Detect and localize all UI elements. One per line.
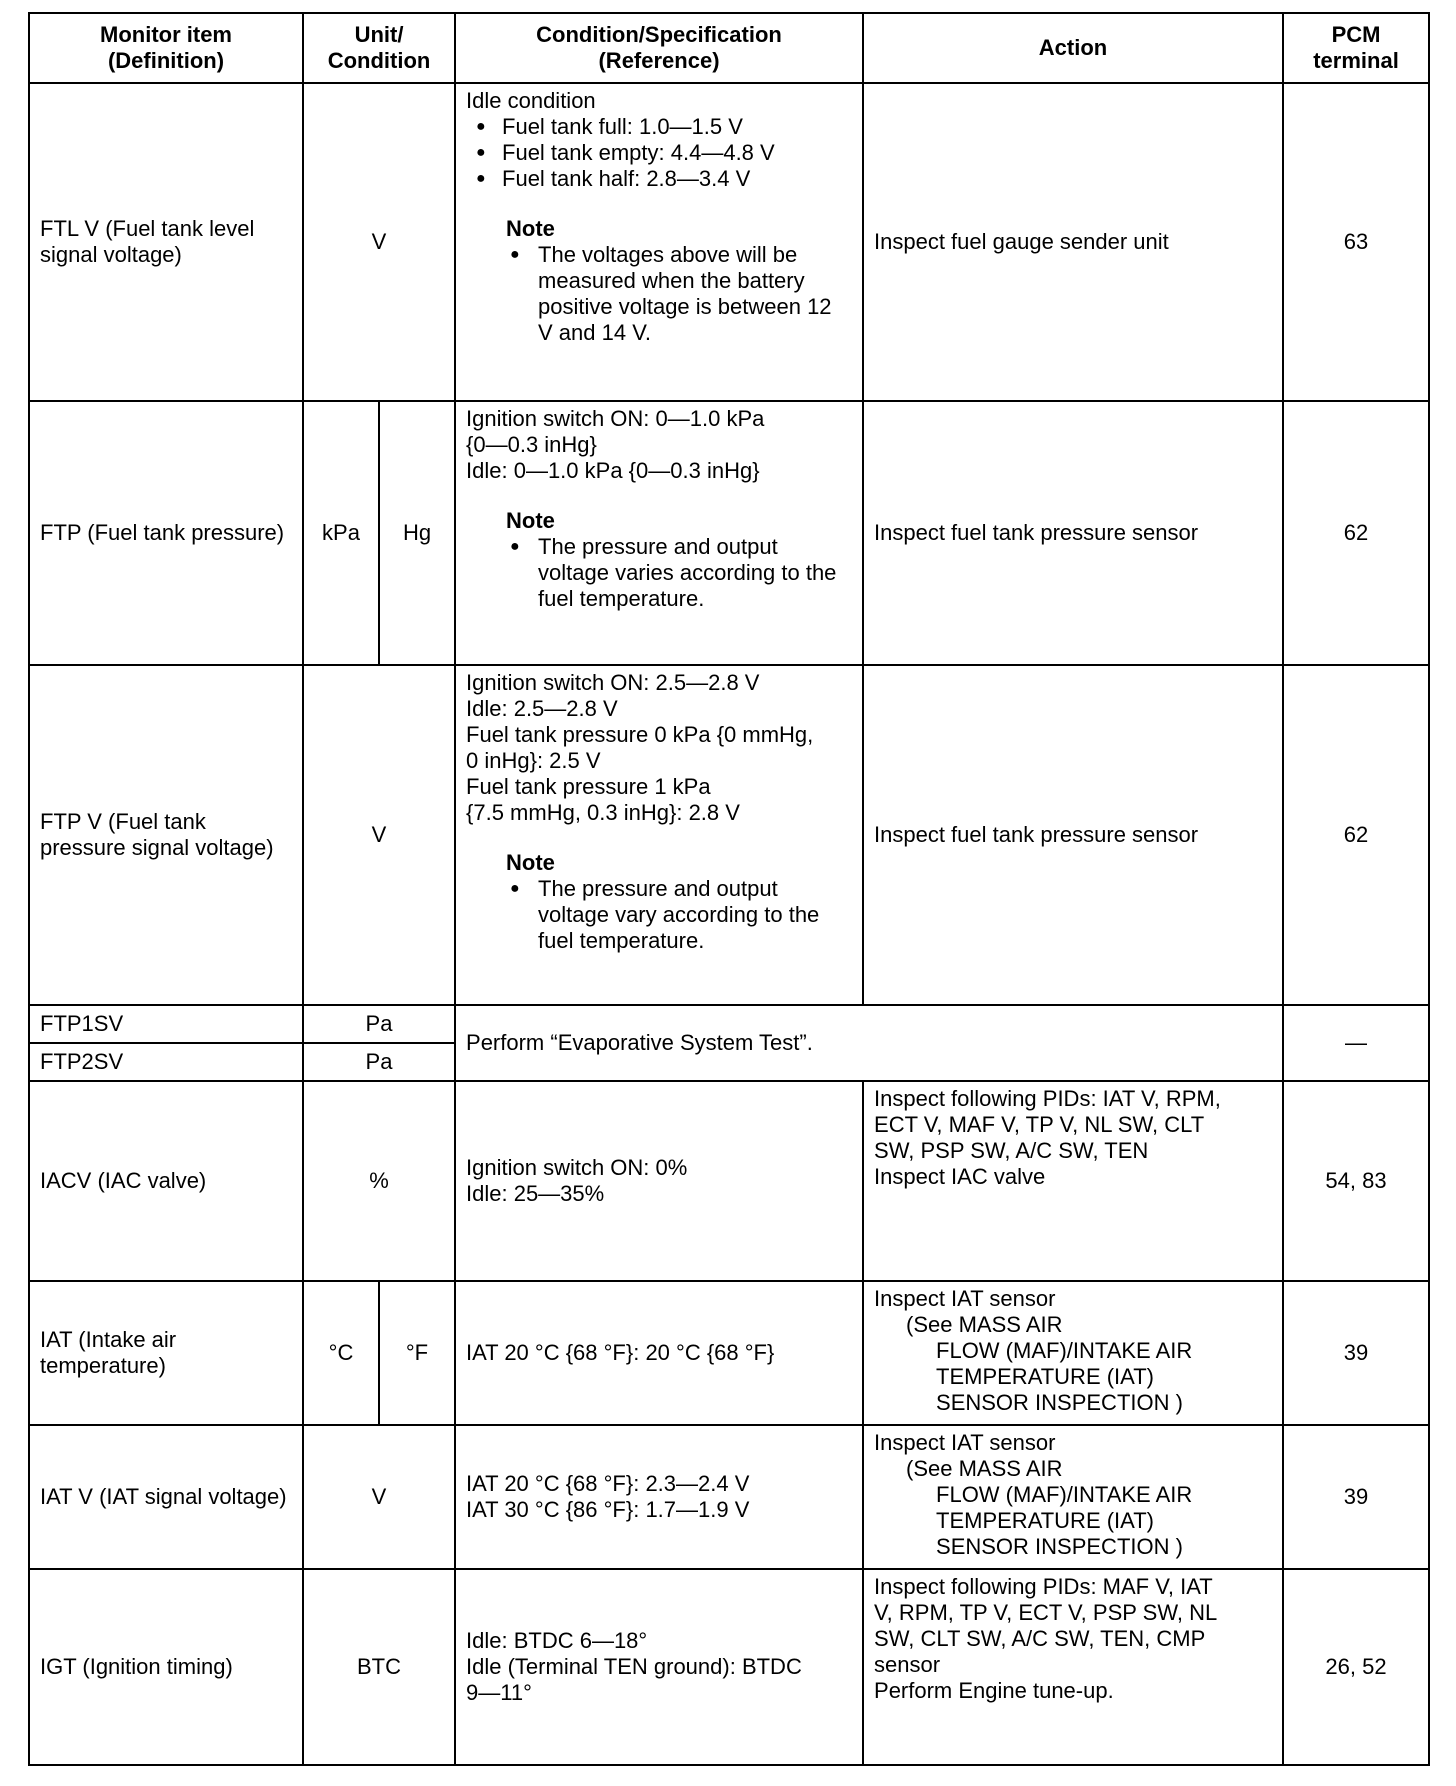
monitor-item-cell: FTP1SV — [29, 1005, 303, 1043]
monitor-item-cell: FTL V (Fuel tank level signal voltage) — [29, 83, 303, 401]
unit-cell: Pa — [303, 1005, 455, 1043]
header-unit-condition: Unit/ Condition — [303, 13, 455, 83]
condition-cell: Ignition switch ON: 0—1.0 kPa {0—0.3 inHg} Idle: 0—1.0 kPa {0—0.3 inHg} Note ● The pressure and output voltage varies according to the fuel temperature. — [455, 401, 863, 665]
action-cell: Inspect fuel gauge sender unit — [863, 83, 1283, 401]
note-label: Note — [506, 216, 555, 241]
action-cell: Inspect fuel tank pressure sensor — [863, 665, 1283, 1005]
table-row — [29, 665, 1429, 1005]
monitor-item-cell: FTP2SV — [29, 1043, 303, 1081]
unit-cell: Pa — [303, 1043, 455, 1081]
pcm-terminal-cell: — — [1283, 1005, 1429, 1081]
monitor-item-cell: IAT (Intake air temperature) — [29, 1281, 303, 1425]
unit-cell: % — [303, 1081, 455, 1281]
unit-cell-imperial: °F — [379, 1281, 455, 1425]
note-label: Note — [506, 850, 555, 875]
note-text: ● The pressure and output voltage vary according to the fuel temperature. — [506, 876, 852, 954]
note-text: ● The voltages above will be measured when the battery positive voltage is between 12 V and 14 V. — [506, 242, 852, 346]
monitor-item-cell: IAT V (IAT signal voltage) — [29, 1425, 303, 1569]
monitor-item-cell: IGT (Ignition timing) — [29, 1569, 303, 1765]
condition-cell: Idle condition ● Fuel tank full: 1.0—1.5 V ● Fuel tank empty: 4.4—4.8 V ● Fuel tank half: 2.8—3.4 V Note ● The voltages above will be measured when the battery positive voltage is between 12 V and 14 V. — [455, 83, 863, 401]
table-row — [29, 1425, 1429, 1569]
header-condition-specification: Condition/Specification (Reference) — [455, 13, 863, 83]
condition-cell: IAT 20 °C {68 °F}: 20 °C {68 °F} — [455, 1281, 863, 1425]
action-cell: Inspect IAT sensor (See MASS AIR FLOW (MAF)/INTAKE AIR TEMPERATURE (IAT) SENSOR INSPECTION ) — [863, 1425, 1283, 1569]
table-row — [29, 1569, 1429, 1765]
unit-cell-metric: °C — [303, 1281, 379, 1425]
combined-action-cell: Perform “Evaporative System Test”. — [455, 1005, 1283, 1081]
action-cell: Inspect following PIDs: MAF V, IAT V, RPM, TP V, ECT V, PSP SW, NL SW, CLT SW, A/C SW, TEN, CMP sensor Perform Engine tune-up. — [863, 1569, 1283, 1765]
action-cell: Inspect fuel tank pressure sensor — [863, 401, 1283, 665]
table-row — [29, 1081, 1429, 1281]
pcm-terminal-cell: 26, 52 — [1283, 1569, 1429, 1765]
header-monitor-item: Monitor item (Definition) — [29, 13, 303, 83]
pcm-terminal-cell: 62 — [1283, 401, 1429, 665]
unit-cell-imperial: Hg — [379, 401, 455, 665]
table-header-row — [29, 13, 1429, 83]
monitor-spec-document — [28, 12, 1428, 1766]
condition-cell: IAT 20 °C {68 °F}: 2.3—2.4 V IAT 30 °C {86 °F}: 1.7—1.9 V — [455, 1425, 863, 1569]
monitor-item-table — [28, 12, 1430, 1766]
header-pcm-terminal: PCM terminal — [1283, 13, 1429, 83]
pcm-terminal-cell: 39 — [1283, 1425, 1429, 1569]
table-row — [29, 1005, 1429, 1043]
note-block — [466, 508, 852, 612]
pcm-terminal-cell: 63 — [1283, 83, 1429, 401]
unit-cell-metric: kPa — [303, 401, 379, 665]
table-row — [29, 83, 1429, 401]
pcm-terminal-cell: 54, 83 — [1283, 1081, 1429, 1281]
unit-cell: V — [303, 1425, 455, 1569]
table-row — [29, 1281, 1429, 1425]
header-action: Action — [863, 13, 1283, 83]
note-label: Note — [506, 508, 555, 533]
condition-cell: Idle: BTDC 6—18° Idle (Terminal TEN ground): BTDC 9—11° — [455, 1569, 863, 1765]
monitor-item-cell: FTP V (Fuel tank pressure signal voltage) — [29, 665, 303, 1005]
monitor-item-cell: FTP (Fuel tank pressure) — [29, 401, 303, 665]
action-cell: Inspect IAT sensor (See MASS AIR FLOW (MAF)/INTAKE AIR TEMPERATURE (IAT) SENSOR INSPECTION ) — [863, 1281, 1283, 1425]
unit-cell: BTC — [303, 1569, 455, 1765]
table-row — [29, 401, 1429, 665]
note-block — [466, 850, 852, 954]
unit-cell: V — [303, 83, 455, 401]
condition-cell: Ignition switch ON: 2.5—2.8 V Idle: 2.5—2.8 V Fuel tank pressure 0 kPa {0 mmHg, 0 inHg}: 2.5 V Fuel tank pressure 1 kPa {7.5 mmHg, 0.3 inHg}: 2.8 V Note ● The pressure and output voltage vary according to the fuel temperature. — [455, 665, 863, 1005]
note-block — [466, 216, 852, 346]
pcm-terminal-cell: 39 — [1283, 1281, 1429, 1425]
note-text: ● The pressure and output voltage varies according to the fuel temperature. — [506, 534, 852, 612]
pcm-terminal-cell: 62 — [1283, 665, 1429, 1005]
action-cell: Inspect following PIDs: IAT V, RPM, ECT V, MAF V, TP V, NL SW, CLT SW, PSP SW, A/C SW, TEN Inspect IAC valve — [863, 1081, 1283, 1281]
condition-cell: Ignition switch ON: 0% Idle: 25—35% — [455, 1081, 863, 1281]
monitor-item-cell: IACV (IAC valve) — [29, 1081, 303, 1281]
unit-cell: V — [303, 665, 455, 1005]
